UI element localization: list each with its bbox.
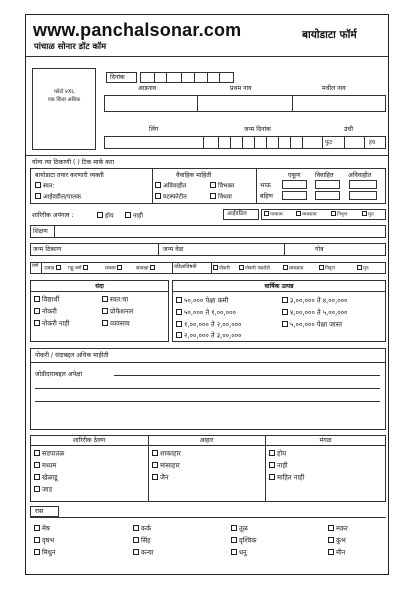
date-label: दिनांक <box>110 74 125 81</box>
occupation-business-option[interactable] <box>102 320 130 328</box>
checkbox-icon[interactable] <box>117 265 122 270</box>
income-option-2[interactable] <box>282 297 347 305</box>
father-label: वडिलांविषयी <box>174 264 197 270</box>
disability-no-option[interactable] <box>125 212 143 220</box>
birth-date-label: जन्म दिनांक <box>244 126 271 133</box>
body-title: शारिरीक ठेवण <box>72 437 106 444</box>
checkbox-icon[interactable] <box>102 296 108 302</box>
father-option-label: मृत <box>363 266 369 272</box>
parents-option-2[interactable] <box>296 211 317 218</box>
rashi-option[interactable] <box>231 525 248 533</box>
parents-option-label: व्यवसाय <box>302 211 317 218</box>
checkbox-icon[interactable] <box>210 193 216 199</box>
checkbox-icon[interactable] <box>269 450 275 456</box>
rashi-option[interactable] <box>34 525 50 533</box>
checkbox-icon[interactable] <box>264 211 269 216</box>
date-cells[interactable] <box>140 72 234 83</box>
form-title: बायोडाटा फॉर्म <box>302 29 357 41</box>
rashi-option[interactable] <box>34 549 56 557</box>
marital-unmarried-label: अविवाहीत <box>163 182 187 190</box>
checkbox-icon[interactable] <box>176 297 182 303</box>
rashi-option[interactable] <box>231 549 247 557</box>
father-option-label: नोकरी <box>219 266 230 272</box>
rashi-sign-label: वृश्चिक <box>239 536 257 545</box>
checkbox-icon[interactable] <box>231 525 237 531</box>
checkbox-icon[interactable] <box>331 211 336 216</box>
rashi-option[interactable] <box>133 525 151 533</box>
income-option-6[interactable] <box>282 321 342 329</box>
brother-total-field[interactable] <box>282 180 307 189</box>
rashi-option[interactable] <box>328 537 346 545</box>
occupation-title: धंदा <box>95 283 104 290</box>
parents-option-4[interactable] <box>362 211 374 218</box>
income-option-label: २,००,००० ते ३,००,००० <box>184 331 242 340</box>
checkbox-icon[interactable] <box>296 211 301 216</box>
rashi-sign-label: तूळ <box>239 524 248 533</box>
rashi-option[interactable] <box>328 549 345 557</box>
occupation-business-label: व्यवसाय <box>110 319 130 328</box>
creator-title: बायोडाटा तयार करणारी व्यक्ती <box>35 172 104 179</box>
rashi-option[interactable] <box>133 549 154 557</box>
creator-self-option[interactable] <box>35 182 54 190</box>
checkbox-icon[interactable] <box>34 462 40 468</box>
income-option-label: ५०,००० ते १,००,००० <box>184 308 236 317</box>
partner-line-3[interactable] <box>35 401 380 402</box>
checkbox-icon[interactable] <box>34 450 40 456</box>
education-field[interactable] <box>30 225 386 238</box>
marital-separated-label: विभक्त <box>218 182 235 190</box>
checkbox-icon[interactable] <box>34 525 40 531</box>
marital-widow-option[interactable] <box>210 193 232 201</box>
income-option-label: १,००,००० ते २,००,००० <box>184 320 242 329</box>
checkbox-icon[interactable] <box>155 193 161 199</box>
occupation-no-job-option[interactable] <box>34 320 70 328</box>
checkbox-icon[interactable] <box>176 321 182 327</box>
gotra-label: गोत्र <box>315 246 324 253</box>
checkbox-icon[interactable] <box>34 537 40 543</box>
father-opt-4[interactable] <box>319 265 335 272</box>
checkbox-icon[interactable] <box>152 450 158 456</box>
checkbox-icon[interactable] <box>210 182 216 188</box>
checkbox-icon[interactable] <box>34 486 40 492</box>
income-option-label: ५,००,००० पेक्षा जास्त <box>290 320 343 329</box>
checkbox-icon[interactable] <box>213 265 218 270</box>
biodata-form <box>25 14 389 575</box>
checkbox-icon[interactable] <box>152 462 158 468</box>
site-name: www.panchalsonar.com <box>33 20 242 40</box>
income-option-5[interactable] <box>176 321 241 329</box>
checkbox-icon[interactable] <box>152 474 158 480</box>
complexion-opt-2[interactable] <box>68 265 90 272</box>
birth-date-cells[interactable] <box>206 136 301 149</box>
gender-label: लिंग <box>149 126 159 133</box>
checkbox-icon[interactable] <box>35 182 41 188</box>
checkbox-icon[interactable] <box>34 308 40 314</box>
mangal-option-3[interactable] <box>269 474 304 482</box>
checkbox-icon[interactable] <box>176 332 182 338</box>
middle-name-label: मधील नाव <box>322 85 346 92</box>
occupation-no-job-label: नोकरी नाही <box>42 319 70 328</box>
diet-option-1[interactable] <box>152 450 181 458</box>
details-block <box>30 348 386 430</box>
header-divider <box>26 56 388 57</box>
checkbox-icon[interactable] <box>125 212 131 218</box>
mangal-title: मंगळ <box>319 437 332 444</box>
instruction-text: योग्य त्या ठिकाणी ( ) टिक मार्क करा <box>32 159 115 166</box>
photo-label-1: फोटो ४X६ <box>54 89 74 95</box>
mangal-option-label: नाही <box>277 461 288 470</box>
rashi-sign-label: कुंभ <box>336 536 346 545</box>
inch-label: इंच <box>369 140 376 146</box>
partner-expectation-label: जोडीदाराबद्दल अपेक्षा <box>35 371 83 378</box>
job-details-label: नोकरी / धंदाबद्दल अधिक माहीती <box>35 352 109 359</box>
checkbox-icon[interactable] <box>56 265 61 270</box>
mangal-option-2[interactable] <box>269 462 288 470</box>
sister-label: बहिण <box>260 193 273 200</box>
brother-label: भाऊ <box>260 182 271 189</box>
birth-time-label: जन्म वेळ <box>163 246 184 253</box>
rashi-option[interactable] <box>231 537 256 545</box>
checkbox-icon[interactable] <box>102 320 108 326</box>
checkbox-icon[interactable] <box>35 193 41 199</box>
photo-box[interactable] <box>32 68 96 150</box>
parents-option-label: परकाम <box>270 211 283 218</box>
parents-label: आईवडिल <box>227 211 247 217</box>
checkbox-icon[interactable] <box>231 549 237 555</box>
rashi-option[interactable] <box>34 537 54 545</box>
sister-total-field[interactable] <box>282 191 307 200</box>
checkbox-icon[interactable] <box>328 549 334 555</box>
parents-option-1[interactable] <box>264 211 283 218</box>
marital-widow-label: विधवा <box>218 193 232 201</box>
creator-self-label: स्वत: <box>43 182 55 190</box>
mangal-option-label: होय <box>277 449 287 458</box>
diet-option-label: जैन <box>160 473 169 482</box>
education-label: शिक्षण <box>33 228 48 235</box>
site-subtitle: पांचाळ सोनार डॉट कॉम <box>34 41 107 51</box>
first-name-label: प्रथम नाव <box>230 85 252 92</box>
diet-title: आहार <box>199 437 214 444</box>
income-title: वार्षिक उत्पन्न <box>264 283 294 290</box>
sister-married-field[interactable] <box>315 191 340 200</box>
parents-option-label: मृत <box>368 211 374 218</box>
checkbox-icon[interactable] <box>133 549 139 555</box>
income-option-label: ३,००,००० ते ४,००,००० <box>290 296 348 305</box>
name-field[interactable] <box>104 95 386 112</box>
creator-parents-label: आईवडील/पालक <box>43 193 82 201</box>
checkbox-icon[interactable] <box>269 462 275 468</box>
feet-label: फुट <box>325 140 333 146</box>
checkbox-icon[interactable] <box>328 537 334 543</box>
disability-yes-label: होय <box>105 212 114 220</box>
siblings-total-label: एकूण <box>288 172 301 179</box>
complexion-opt-1[interactable] <box>44 265 63 272</box>
income-option-4[interactable] <box>282 309 347 317</box>
father-option-label: व्यवसाय <box>289 266 304 272</box>
complexion-opt-4[interactable] <box>136 265 157 272</box>
checkbox-icon[interactable] <box>357 265 362 270</box>
height-label: उंची <box>344 126 353 133</box>
checkbox-icon[interactable] <box>282 321 288 327</box>
body-option-label: मध्यम <box>42 461 57 470</box>
birth-place-label: जन्म ठिकाण <box>33 246 62 253</box>
income-option-label: ५०,००० पेक्षा कमी <box>184 296 229 305</box>
checkbox-icon[interactable] <box>231 537 237 543</box>
diet-option-2[interactable] <box>152 462 180 470</box>
complexion-label: वर्ण <box>32 263 39 269</box>
father-opt-5[interactable] <box>357 265 369 272</box>
rashi-sign-label: मेष <box>42 524 50 533</box>
occupation-own-option[interactable] <box>102 296 128 304</box>
rashi-sign-label: कर्क <box>141 524 152 533</box>
partner-line-2[interactable] <box>35 388 380 389</box>
brother-married-field[interactable] <box>315 180 340 189</box>
income-option-label: ४,००,००० ते ५,००,००० <box>290 308 348 317</box>
checkbox-icon[interactable] <box>328 525 334 531</box>
complexion-opt-3[interactable] <box>105 265 124 272</box>
checkbox-icon[interactable] <box>34 296 40 302</box>
checkbox-icon[interactable] <box>34 320 40 326</box>
checkbox-icon[interactable] <box>133 525 139 531</box>
father-opt-2[interactable] <box>239 265 270 272</box>
father-opt-1[interactable] <box>213 265 230 272</box>
rashi-sign-label: मिथुन <box>42 548 56 557</box>
rashi-sign-label: धनु <box>239 548 247 557</box>
complexion-option-label: गहू वर्ण <box>68 265 82 272</box>
marital-divorced-label: घटस्फोटीत <box>163 193 187 201</box>
checkbox-icon[interactable] <box>97 212 103 218</box>
mangal-option-1[interactable] <box>269 450 286 458</box>
checkbox-icon[interactable] <box>282 309 288 315</box>
body-option-1[interactable] <box>34 450 64 458</box>
sister-unmarried-field[interactable] <box>349 191 377 200</box>
complexion-option-label: मध्यम <box>105 265 116 272</box>
checkbox-icon[interactable] <box>319 265 324 270</box>
disability-label: शारिरीक अपंगत्व : <box>32 212 74 219</box>
rashi-title: रास <box>35 508 44 515</box>
checkbox-icon[interactable] <box>83 265 88 270</box>
rashi-option[interactable] <box>328 525 348 533</box>
rashi-sign-label: मीन <box>336 548 346 557</box>
mangal-option-label: माहित नाही <box>277 473 305 482</box>
checkbox-icon[interactable] <box>362 211 367 216</box>
checkbox-icon[interactable] <box>155 182 161 188</box>
occupation-own-label: स्वत:चा <box>110 295 129 304</box>
rashi-sign-label: मकर <box>336 524 348 533</box>
disability-no-label: नाही <box>133 212 143 220</box>
marital-separated-option[interactable] <box>210 182 234 190</box>
income-option-3[interactable] <box>176 309 236 317</box>
diet-option-label: मांसाहार <box>160 461 180 470</box>
birth-row-field[interactable] <box>30 243 386 256</box>
complexion-option-label: उजळ <box>44 265 55 272</box>
marital-divorced-option[interactable] <box>155 193 187 201</box>
father-option-label: निवृत्त <box>325 266 335 272</box>
checkbox-icon[interactable] <box>133 537 139 543</box>
occupation-student-label: विद्यार्थी <box>42 295 60 304</box>
occupation-professional-option[interactable] <box>102 308 133 316</box>
disability-yes-option[interactable] <box>97 212 113 220</box>
body-option-label: खेळाडू <box>42 473 58 482</box>
siblings-married-label: विवाहित <box>315 172 334 179</box>
surname-label: आडनाव <box>138 85 157 92</box>
rashi-sign-label: कन्या <box>141 548 154 557</box>
checkbox-icon[interactable] <box>282 297 288 303</box>
checkbox-icon[interactable] <box>269 474 275 480</box>
checkbox-icon[interactable] <box>34 549 40 555</box>
income-option-7[interactable] <box>176 332 241 340</box>
rashi-sign-label: सिंह <box>141 536 151 545</box>
checkbox-icon[interactable] <box>150 265 155 270</box>
parents-option-label: निवृत्त <box>337 211 348 218</box>
marital-title: वैवाहिक माहिती <box>176 172 212 179</box>
checkbox-icon[interactable] <box>34 474 40 480</box>
siblings-unmarried-label: अविवाहीत <box>348 172 372 179</box>
parents-option-3[interactable] <box>331 211 347 218</box>
income-option-1[interactable] <box>176 297 228 305</box>
occupation-student-option[interactable] <box>34 296 59 304</box>
father-opt-3[interactable] <box>283 265 303 272</box>
occupation-professional-label: प्रोफेशनल <box>110 307 134 316</box>
checkbox-icon[interactable] <box>176 309 182 315</box>
body-option-3[interactable] <box>34 474 58 482</box>
diet-option-3[interactable] <box>152 474 169 482</box>
partner-line-1[interactable] <box>114 375 380 376</box>
body-option-4[interactable] <box>34 486 52 494</box>
diet-option-label: शाकाहार <box>160 449 181 458</box>
checkbox-icon[interactable] <box>102 308 108 314</box>
marital-unmarried-option[interactable] <box>155 182 186 190</box>
body-option-label: जाड <box>42 485 53 494</box>
complexion-option-label: सावळा <box>136 265 149 272</box>
occupation-job-option[interactable] <box>34 308 57 316</box>
creator-parents-option[interactable] <box>35 193 81 201</box>
photo-label-2: एक किंवा अधिक <box>47 97 81 103</box>
checkbox-icon[interactable] <box>239 265 244 270</box>
occupation-job-label: नोकरी <box>42 307 57 316</box>
father-option-label: नोकरी नसलेले <box>245 266 270 272</box>
rashi-option[interactable] <box>133 537 151 545</box>
body-option-label: सडपातळ <box>42 449 65 458</box>
brother-unmarried-field[interactable] <box>349 180 377 189</box>
checkbox-icon[interactable] <box>283 265 288 270</box>
rashi-sign-label: वृषभ <box>42 536 55 545</box>
body-option-2[interactable] <box>34 462 56 470</box>
